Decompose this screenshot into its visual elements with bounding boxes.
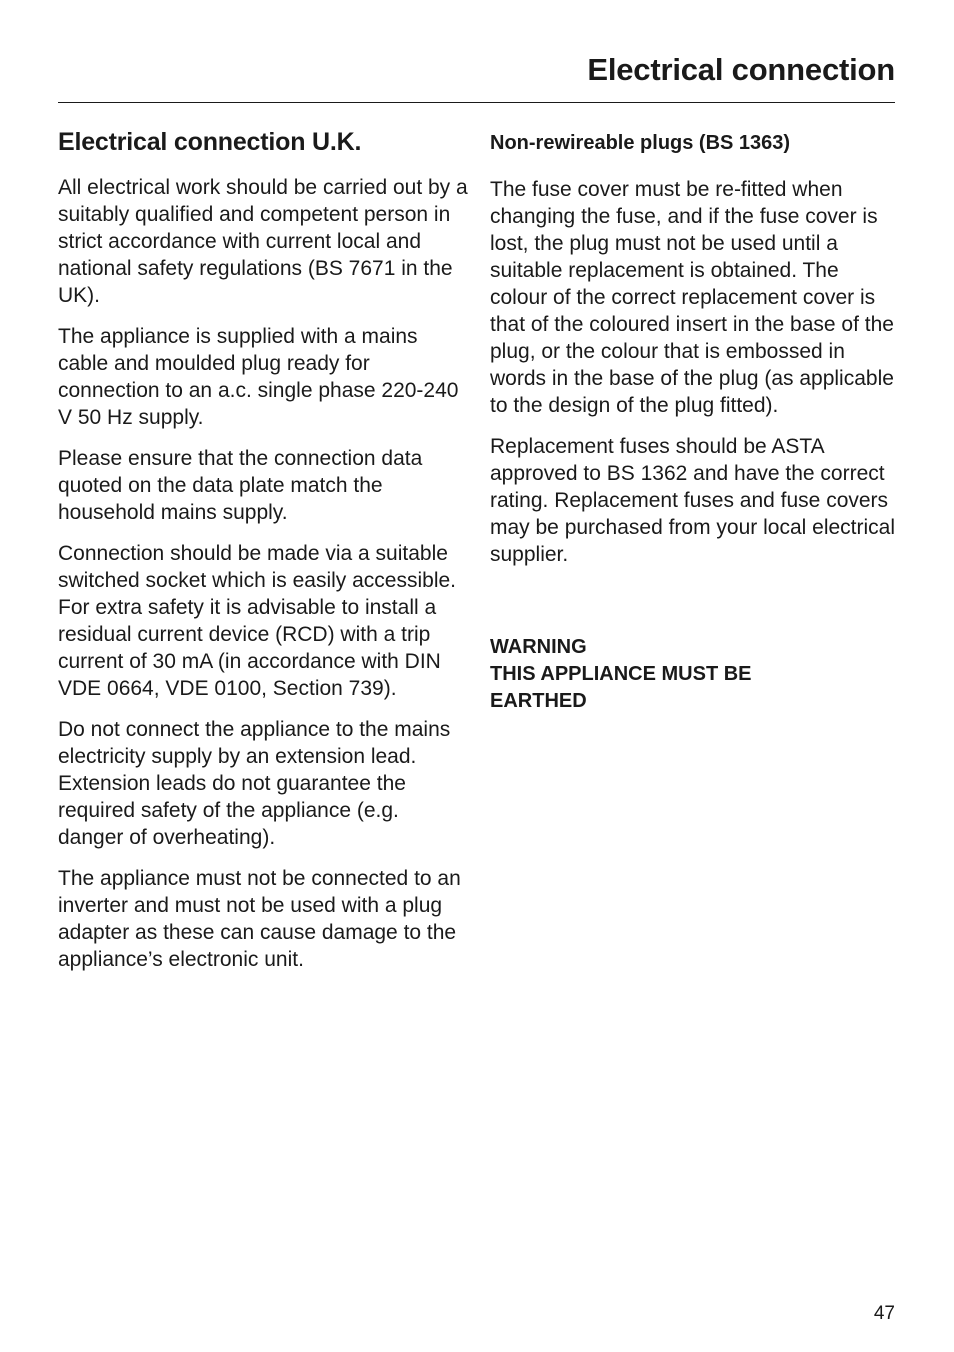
section-heading: Electrical connection U.K. (58, 128, 362, 156)
paragraph: The appliance is supplied with a mains cable and moulded plug ready for connection to an a.c. single phase 220-240 V 50 Hz supply. (58, 325, 459, 429)
page-header (58, 52, 895, 103)
paragraph: Connection should be made via a suitable switched socket which is easily accessible. For extra safety it is advisable to install a residual current device (RCD) with a trip current of 30 mA (in accordance with DIN VDE 0664, VDE 0100, Section 739). (58, 542, 456, 700)
paragraph: Please ensure that the connection data quoted on the data plate match the household mains supply. (58, 447, 423, 524)
page-title: Electrical connection (587, 52, 895, 87)
paragraph: The fuse cover must be re-fitted when changing the fuse, and if the fuse cover is lost, the plug must not be used until a suitable replacement is obtained. The colour of the correct replacement cover is that of the coloured insert in the base of the plug, or the colour that is embossed in words in the base of the plug (as applicable to the design of the plug fitted). (490, 178, 894, 417)
paragraph: Do not connect the appliance to the mains electricity supply by an extension lead. Extension leads do not guarantee the required safety of the appliance (e.g. danger of overheating). (58, 718, 451, 849)
warning-notice (490, 634, 900, 715)
warning-line: WARNING (490, 636, 587, 658)
subsection-heading: Non-rewireable plugs (BS 1363) (490, 132, 791, 154)
right-column (490, 124, 900, 715)
paragraph: The appliance must not be connected to an inverter and must not be used with a plug adapter as these can cause damage to the appliance’s electronic unit. (58, 867, 461, 971)
paragraph: Replacement fuses should be ASTA approved to BS 1362 and have the correct rating. Replacement fuses and fuse covers may be purchased from your local electrical supplier. (490, 435, 896, 566)
paragraph: All electrical work should be carried out by a suitably qualified and competent person in strict accordance with current local and national safety regulations (BS 7671 in the UK). (58, 176, 468, 307)
warning-line: THIS APPLIANCE MUST BE (490, 663, 752, 685)
left-column (58, 124, 468, 987)
page-number: 47 (873, 1303, 895, 1324)
warning-line: EARTHED (490, 690, 587, 712)
